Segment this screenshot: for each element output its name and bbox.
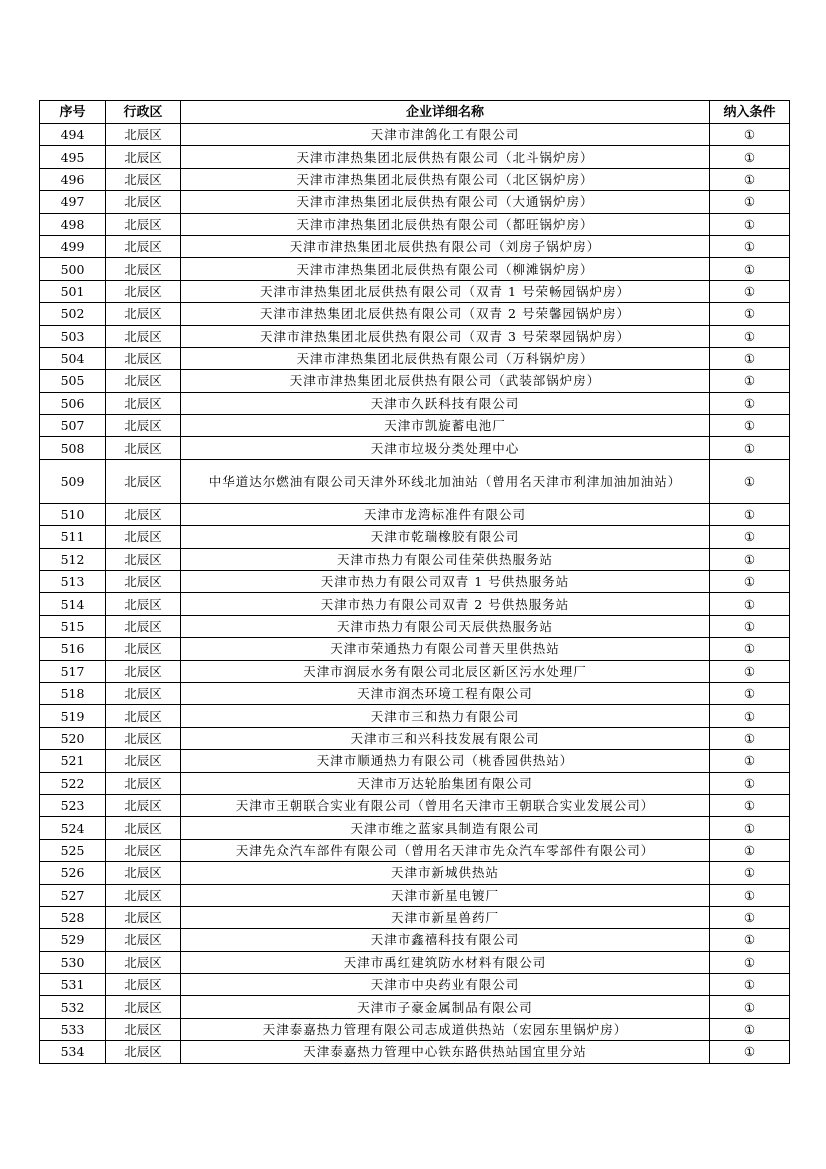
- district-cell: 北辰区: [106, 503, 181, 525]
- enterprise-name-cell: 天津市垃圾分类处理中心: [181, 437, 710, 459]
- enterprise-name-cell: 天津市津热集团北辰供热有限公司（北斗锅炉房）: [181, 146, 710, 168]
- district-cell: 北辰区: [106, 1018, 181, 1040]
- table-row: [40, 548, 790, 570]
- table-row: [40, 325, 790, 347]
- serial-number-cell: 508: [40, 437, 106, 459]
- table-row: [40, 794, 790, 816]
- table-row: [40, 974, 790, 996]
- table-row: [40, 638, 790, 660]
- table-row: [40, 235, 790, 257]
- condition-cell: ①: [710, 347, 790, 369]
- condition-cell: ①: [710, 370, 790, 392]
- table-row: [40, 1041, 790, 1063]
- enterprise-name-cell: 天津市子豪金属制品有限公司: [181, 996, 710, 1018]
- condition-cell: ①: [710, 280, 790, 302]
- condition-cell: ①: [710, 593, 790, 615]
- district-cell: 北辰区: [106, 459, 181, 503]
- condition-cell: ①: [710, 996, 790, 1018]
- enterprise-name-cell: 天津泰嘉热力管理中心铁东路供热站国宜里分站: [181, 1041, 710, 1063]
- table-row: [40, 1018, 790, 1040]
- enterprise-name-cell: 中华道达尔燃油有限公司天津外环线北加油站（曾用名天津市利津加油加油站）: [181, 459, 710, 503]
- header-district: 行政区: [106, 101, 181, 124]
- district-cell: 北辰区: [106, 124, 181, 146]
- condition-cell: ①: [710, 571, 790, 593]
- table-row: [40, 884, 790, 906]
- enterprise-name-cell: 天津市润辰水务有限公司北辰区新区污水处理厂: [181, 660, 710, 682]
- enterprise-name-cell: 天津市维之蓝家具制造有限公司: [181, 817, 710, 839]
- district-cell: 北辰区: [106, 929, 181, 951]
- condition-cell: ①: [710, 839, 790, 861]
- enterprise-name-cell: 天津市润杰环境工程有限公司: [181, 682, 710, 704]
- district-cell: 北辰区: [106, 213, 181, 235]
- condition-cell: ①: [710, 124, 790, 146]
- header-serial-number: 序号: [40, 101, 106, 124]
- enterprise-name-cell: 天津市禹红建筑防水材料有限公司: [181, 951, 710, 973]
- serial-number-cell: 523: [40, 794, 106, 816]
- serial-number-cell: 516: [40, 638, 106, 660]
- enterprise-name-cell: 天津市津热集团北辰供热有限公司（双青 2 号荣馨园锅炉房）: [181, 303, 710, 325]
- condition-cell: ①: [710, 437, 790, 459]
- serial-number-cell: 531: [40, 974, 106, 996]
- district-cell: 北辰区: [106, 303, 181, 325]
- serial-number-cell: 512: [40, 548, 106, 570]
- district-cell: 北辰区: [106, 168, 181, 190]
- district-cell: 北辰区: [106, 571, 181, 593]
- enterprise-name-cell: 天津市津热集团北辰供热有限公司（万科锅炉房）: [181, 347, 710, 369]
- district-cell: 北辰区: [106, 817, 181, 839]
- serial-number-cell: 534: [40, 1041, 106, 1063]
- enterprise-name-cell: 天津市王朝联合实业有限公司（曾用名天津市王朝联合实业发展公司）: [181, 794, 710, 816]
- table-row: [40, 168, 790, 190]
- district-cell: 北辰区: [106, 392, 181, 414]
- table-row: [40, 213, 790, 235]
- table-row: [40, 280, 790, 302]
- serial-number-cell: 520: [40, 727, 106, 749]
- enterprise-name-cell: 天津市津鸽化工有限公司: [181, 124, 710, 146]
- condition-cell: ①: [710, 459, 790, 503]
- table-row: [40, 258, 790, 280]
- condition-cell: ①: [710, 727, 790, 749]
- district-cell: 北辰区: [106, 862, 181, 884]
- enterprise-name-cell: 天津市中央药业有限公司: [181, 974, 710, 996]
- enterprise-name-cell: 天津市龙湾标准件有限公司: [181, 503, 710, 525]
- table-row: [40, 526, 790, 548]
- district-cell: 北辰区: [106, 906, 181, 928]
- enterprise-name-cell: 天津市津热集团北辰供热有限公司（大通锅炉房）: [181, 191, 710, 213]
- condition-cell: ①: [710, 303, 790, 325]
- condition-cell: ①: [710, 817, 790, 839]
- serial-number-cell: 530: [40, 951, 106, 973]
- serial-number-cell: 500: [40, 258, 106, 280]
- district-cell: 北辰区: [106, 191, 181, 213]
- district-cell: 北辰区: [106, 258, 181, 280]
- enterprise-name-cell: 天津市津热集团北辰供热有限公司（刘房子锅炉房）: [181, 235, 710, 257]
- serial-number-cell: 519: [40, 705, 106, 727]
- table-row: [40, 437, 790, 459]
- condition-cell: ①: [710, 638, 790, 660]
- serial-number-cell: 498: [40, 213, 106, 235]
- serial-number-cell: 496: [40, 168, 106, 190]
- condition-cell: ①: [710, 548, 790, 570]
- table-row: [40, 459, 790, 503]
- table-row: [40, 727, 790, 749]
- serial-number-cell: 511: [40, 526, 106, 548]
- enterprise-name-cell: 天津市热力有限公司佳荣供热服务站: [181, 548, 710, 570]
- header-row: [40, 101, 790, 124]
- district-cell: 北辰区: [106, 682, 181, 704]
- district-cell: 北辰区: [106, 839, 181, 861]
- serial-number-cell: 504: [40, 347, 106, 369]
- condition-cell: ①: [710, 325, 790, 347]
- district-cell: 北辰区: [106, 437, 181, 459]
- serial-number-cell: 528: [40, 906, 106, 928]
- condition-cell: ①: [710, 615, 790, 637]
- table-row: [40, 996, 790, 1018]
- condition-cell: ①: [710, 191, 790, 213]
- enterprise-name-cell: 天津先众汽车部件有限公司（曾用名天津市先众汽车零部件有限公司）: [181, 839, 710, 861]
- condition-cell: ①: [710, 1018, 790, 1040]
- table-body: [40, 124, 790, 1064]
- table-row: [40, 370, 790, 392]
- serial-number-cell: 503: [40, 325, 106, 347]
- table-row: [40, 862, 790, 884]
- table-row: [40, 347, 790, 369]
- enterprise-name-cell: 天津市新星兽药厂: [181, 906, 710, 928]
- serial-number-cell: 499: [40, 235, 106, 257]
- table-row: [40, 503, 790, 525]
- enterprise-name-cell: 天津市三和热力有限公司: [181, 705, 710, 727]
- table-row: [40, 682, 790, 704]
- district-cell: 北辰区: [106, 884, 181, 906]
- condition-cell: ①: [710, 750, 790, 772]
- enterprise-name-cell: 天津市热力有限公司天辰供热服务站: [181, 615, 710, 637]
- header-inclusion-condition: 纳入条件: [710, 101, 790, 124]
- table-row: [40, 303, 790, 325]
- condition-cell: ①: [710, 660, 790, 682]
- condition-cell: ①: [710, 682, 790, 704]
- district-cell: 北辰区: [106, 235, 181, 257]
- table-row: [40, 906, 790, 928]
- enterprise-name-cell: 天津市万达轮胎集团有限公司: [181, 772, 710, 794]
- enterprise-name-cell: 天津市热力有限公司双青 1 号供热服务站: [181, 571, 710, 593]
- enterprise-name-cell: 天津市津热集团北辰供热有限公司（双青 3 号荣翠园锅炉房）: [181, 325, 710, 347]
- table-row: [40, 772, 790, 794]
- serial-number-cell: 529: [40, 929, 106, 951]
- header-enterprise-name: 企业详细名称: [181, 101, 710, 124]
- condition-cell: ①: [710, 862, 790, 884]
- enterprise-name-cell: 天津市鑫禧科技有限公司: [181, 929, 710, 951]
- enterprise-name-cell: 天津市凯旋蓄电池厂: [181, 415, 710, 437]
- table-row: [40, 615, 790, 637]
- serial-number-cell: 513: [40, 571, 106, 593]
- table-row: [40, 817, 790, 839]
- district-cell: 北辰区: [106, 325, 181, 347]
- enterprise-name-cell: 天津市津热集团北辰供热有限公司（柳滩锅炉房）: [181, 258, 710, 280]
- enterprise-name-cell: 天津市热力有限公司双青 2 号供热服务站: [181, 593, 710, 615]
- serial-number-cell: 506: [40, 392, 106, 414]
- condition-cell: ①: [710, 951, 790, 973]
- district-cell: 北辰区: [106, 146, 181, 168]
- serial-number-cell: 509: [40, 459, 106, 503]
- serial-number-cell: 505: [40, 370, 106, 392]
- enterprise-name-cell: 天津市久跃科技有限公司: [181, 392, 710, 414]
- condition-cell: ①: [710, 503, 790, 525]
- district-cell: 北辰区: [106, 660, 181, 682]
- table-row: [40, 660, 790, 682]
- table-row: [40, 392, 790, 414]
- condition-cell: ①: [710, 213, 790, 235]
- serial-number-cell: 501: [40, 280, 106, 302]
- table-row: [40, 951, 790, 973]
- serial-number-cell: 524: [40, 817, 106, 839]
- enterprise-name-cell: 天津市津热集团北辰供热有限公司（武装部锅炉房）: [181, 370, 710, 392]
- condition-cell: ①: [710, 906, 790, 928]
- table-row: [40, 415, 790, 437]
- table-row: [40, 929, 790, 951]
- serial-number-cell: 518: [40, 682, 106, 704]
- enterprise-name-cell: 天津市津热集团北辰供热有限公司（北区锅炉房）: [181, 168, 710, 190]
- district-cell: 北辰区: [106, 548, 181, 570]
- serial-number-cell: 521: [40, 750, 106, 772]
- serial-number-cell: 525: [40, 839, 106, 861]
- district-cell: 北辰区: [106, 593, 181, 615]
- condition-cell: ①: [710, 705, 790, 727]
- district-cell: 北辰区: [106, 951, 181, 973]
- enterprise-name-cell: 天津市新城供热站: [181, 862, 710, 884]
- enterprise-name-cell: 天津市荣通热力有限公司普天里供热站: [181, 638, 710, 660]
- serial-number-cell: 522: [40, 772, 106, 794]
- district-cell: 北辰区: [106, 526, 181, 548]
- enterprise-name-cell: 天津泰嘉热力管理有限公司志成道供热站（宏园东里锅炉房）: [181, 1018, 710, 1040]
- district-cell: 北辰区: [106, 996, 181, 1018]
- serial-number-cell: 514: [40, 593, 106, 615]
- table-row: [40, 124, 790, 146]
- serial-number-cell: 497: [40, 191, 106, 213]
- condition-cell: ①: [710, 929, 790, 951]
- district-cell: 北辰区: [106, 974, 181, 996]
- serial-number-cell: 527: [40, 884, 106, 906]
- condition-cell: ①: [710, 146, 790, 168]
- district-cell: 北辰区: [106, 370, 181, 392]
- condition-cell: ①: [710, 884, 790, 906]
- condition-cell: ①: [710, 235, 790, 257]
- condition-cell: ①: [710, 794, 790, 816]
- serial-number-cell: 502: [40, 303, 106, 325]
- enterprise-name-cell: 天津市三和兴科技发展有限公司: [181, 727, 710, 749]
- enterprise-name-cell: 天津市乾瑞橡胶有限公司: [181, 526, 710, 548]
- serial-number-cell: 515: [40, 615, 106, 637]
- district-cell: 北辰区: [106, 794, 181, 816]
- enterprise-name-cell: 天津市津热集团北辰供热有限公司（双青 1 号荣畅园锅炉房）: [181, 280, 710, 302]
- enterprise-table: [39, 100, 790, 1064]
- district-cell: 北辰区: [106, 638, 181, 660]
- table-row: [40, 191, 790, 213]
- serial-number-cell: 507: [40, 415, 106, 437]
- condition-cell: ①: [710, 526, 790, 548]
- condition-cell: ①: [710, 415, 790, 437]
- serial-number-cell: 532: [40, 996, 106, 1018]
- condition-cell: ①: [710, 168, 790, 190]
- district-cell: 北辰区: [106, 415, 181, 437]
- district-cell: 北辰区: [106, 750, 181, 772]
- enterprise-name-cell: 天津市顺通热力有限公司（桃香园供热站）: [181, 750, 710, 772]
- serial-number-cell: 510: [40, 503, 106, 525]
- condition-cell: ①: [710, 772, 790, 794]
- enterprise-name-cell: 天津市津热集团北辰供热有限公司（都旺锅炉房）: [181, 213, 710, 235]
- district-cell: 北辰区: [106, 1041, 181, 1063]
- serial-number-cell: 517: [40, 660, 106, 682]
- district-cell: 北辰区: [106, 615, 181, 637]
- table-row: [40, 750, 790, 772]
- condition-cell: ①: [710, 1041, 790, 1063]
- table-row: [40, 593, 790, 615]
- serial-number-cell: 526: [40, 862, 106, 884]
- serial-number-cell: 533: [40, 1018, 106, 1040]
- condition-cell: ①: [710, 392, 790, 414]
- district-cell: 北辰区: [106, 347, 181, 369]
- table-row: [40, 839, 790, 861]
- condition-cell: ①: [710, 258, 790, 280]
- enterprise-name-cell: 天津市新星电镀厂: [181, 884, 710, 906]
- district-cell: 北辰区: [106, 705, 181, 727]
- serial-number-cell: 494: [40, 124, 106, 146]
- serial-number-cell: 495: [40, 146, 106, 168]
- district-cell: 北辰区: [106, 280, 181, 302]
- table-row: [40, 571, 790, 593]
- district-cell: 北辰区: [106, 727, 181, 749]
- condition-cell: ①: [710, 974, 790, 996]
- table-row: [40, 705, 790, 727]
- district-cell: 北辰区: [106, 772, 181, 794]
- table-row: [40, 146, 790, 168]
